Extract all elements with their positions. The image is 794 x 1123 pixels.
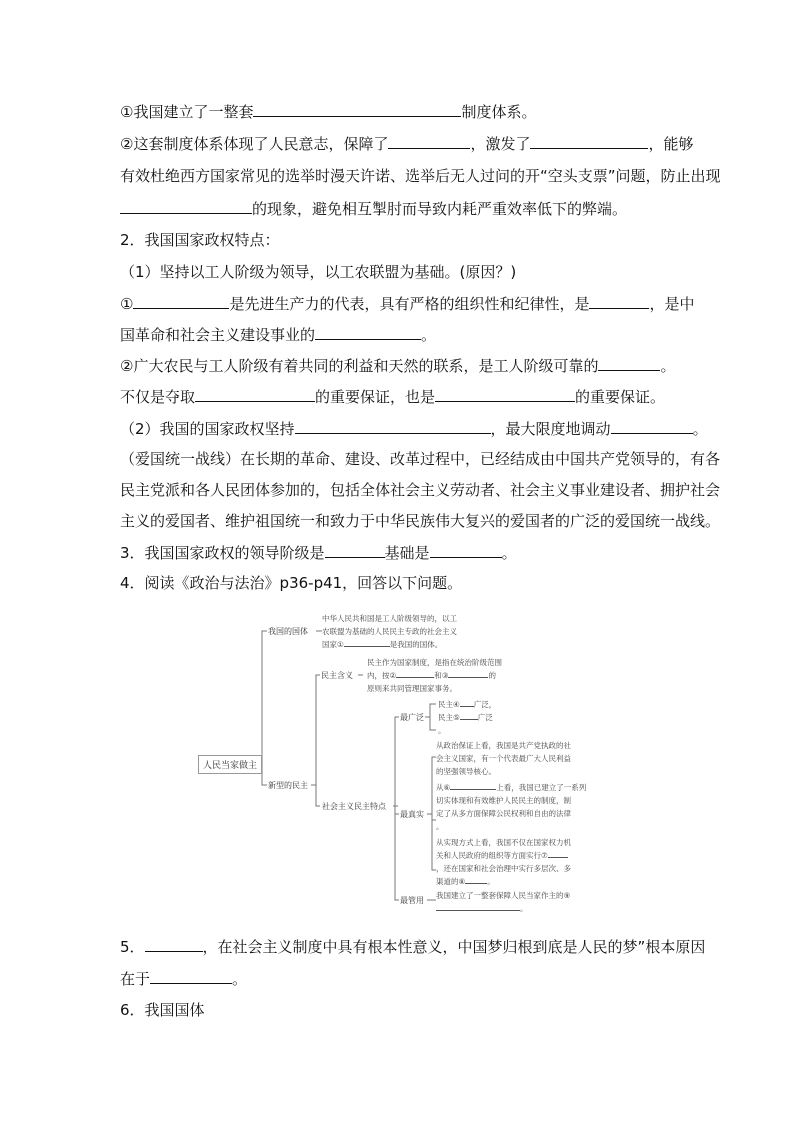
zgf-text-2: 民主⑤ 广泛: [438, 713, 493, 722]
hanyi-text-1: 民主作为国家制度，是指在统治阶级范围: [367, 658, 502, 667]
zzs-text-8: 从实现方式上看，我国不仅在国家权力机: [436, 838, 571, 847]
line-5: 2．我国国家政权特点：: [120, 231, 280, 249]
blank[interactable]: [295, 418, 491, 434]
zzs-text-9: 关和人民政府的组织等方面实行⑦: [436, 849, 568, 862]
node-zuiguanyong: 最管用: [400, 896, 424, 905]
line-3: 有效杜绝西方国家常见的选举时漫天许诺、选举后无人过问的开“空头支票”问题，防止出现: [120, 167, 721, 185]
zzs-text-2: 会主义国家，有一个代表最广大人民利益: [436, 754, 571, 763]
zgf-text-1: 民主④ 广泛，: [438, 700, 497, 709]
mind-map-root: 人民当家做主: [198, 755, 262, 774]
blank[interactable]: [611, 418, 693, 434]
zzs-text-7: 。: [436, 822, 444, 831]
guoti-text-3: 国家① 是我国的国体。: [322, 640, 443, 649]
blank[interactable]: [133, 293, 229, 309]
line-6: （1）坚持以工人阶级为领导，以工农联盟为基础。(原因？): [120, 263, 517, 281]
line-14: 主义的爱国者、维护祖国统一和致力于中华民族伟大复兴的爱国者的广泛的爱国统一战线。: [120, 512, 721, 530]
line-12: （爱国统一战线）在长期的革命、建设、改革过程中，已经结成由中国共产党领导的，有各: [120, 450, 721, 468]
zzs-text-11: 渠道的⑧ 。: [436, 877, 495, 886]
hanyi-text-2: 内，按② 和③ 的: [367, 671, 496, 680]
node-tedian: 社会主义民主特点: [322, 802, 386, 811]
blank[interactable]: [315, 324, 421, 340]
zzs-text-6: 定了从多方面保障公民权利和自由的法律: [436, 809, 571, 818]
blank[interactable]: [150, 968, 232, 984]
zgf-text-3: 。: [438, 726, 446, 735]
blank[interactable]: [120, 198, 252, 214]
node-xinxing: 新型的民主: [268, 781, 308, 790]
zzs-text-3: 的坚强领导核心。: [436, 767, 496, 776]
blank[interactable]: [530, 133, 648, 149]
line-15: 3．我国国家政权的领导阶级是 基础是 。: [120, 544, 517, 562]
blank[interactable]: [589, 293, 649, 309]
blank[interactable]: [435, 386, 575, 402]
zzs-text-5: 切实体现和有效维护人民民主的制度，制: [436, 796, 571, 805]
line-9: ②广大农民与工人阶级有着共同的利益和天然的联系，是工人阶级可靠的 。: [120, 357, 676, 375]
zzs-text-1: 从政治保证上看，我国是共产党执政的社: [436, 741, 571, 750]
line-10: 不仅是夺取 的重要保证，也是 的重要保证。: [120, 388, 666, 406]
zgy-text-2: 。: [436, 902, 528, 915]
blank[interactable]: [388, 133, 470, 149]
blank[interactable]: [253, 101, 461, 117]
line-2: ②这套制度体系体现了人民意志，保障了 ，激发了 ，能够: [120, 135, 694, 153]
zgy-text-1: 我国建立了一整套保障人民当家作主的⑨: [436, 891, 571, 900]
line-16: 4．阅读《政治与法治》p36-p41，回答以下问题。: [120, 574, 463, 592]
blank[interactable]: [145, 936, 203, 952]
blank[interactable]: [598, 355, 660, 371]
line-4: 的现象，避免相互掣肘而导致内耗严重效率低下的弊端。: [120, 198, 627, 219]
line-13: 民主党派和各人民团体参加的，包括全体社会主义劳动者、社会主义事业建设者、拥护社会: [120, 481, 721, 499]
node-hanyi: 民主含义: [321, 671, 353, 680]
blank[interactable]: [195, 386, 315, 402]
line-17: 5． ，在社会主义制度中具有根本性意义，中国梦归根到底是人民的梦”根本原因: [120, 938, 706, 956]
node-guoti: 我国的国体: [268, 627, 308, 636]
hanyi-text-3: 原则来共同管理国家事务。: [367, 684, 457, 693]
line-7: ① 是先进生产力的代表，具有严格的组织性和纪律性，是 ，是中: [120, 295, 695, 313]
zzs-text-10: ，还在国家和社会治理中实行多层次、多: [436, 864, 571, 873]
blank[interactable]: [325, 542, 385, 558]
blank[interactable]: [430, 542, 502, 558]
zzs-text-4: 从⑥ 上看，我国已建立了一系列: [436, 783, 587, 792]
line-8: 国革命和社会主义建设事业的 。: [120, 326, 437, 344]
node-zuizhenshi: 最真实: [400, 810, 424, 819]
line-1: ①我国建立了一整套 制度体系。: [120, 103, 537, 121]
guoti-text-1: 中华人民共和国是工人阶级领导的，以工: [322, 614, 457, 623]
line-18: 在于 。: [120, 970, 248, 988]
guoti-text-2: 农联盟为基础的人民民主专政的社会主义: [322, 627, 457, 636]
line-19: 6．我国国体: [120, 1001, 205, 1019]
line-11: （2）我国的国家政权坚持 ，最大限度地调动 。: [120, 420, 708, 438]
node-zuiguangfan: 最广泛: [400, 713, 424, 722]
